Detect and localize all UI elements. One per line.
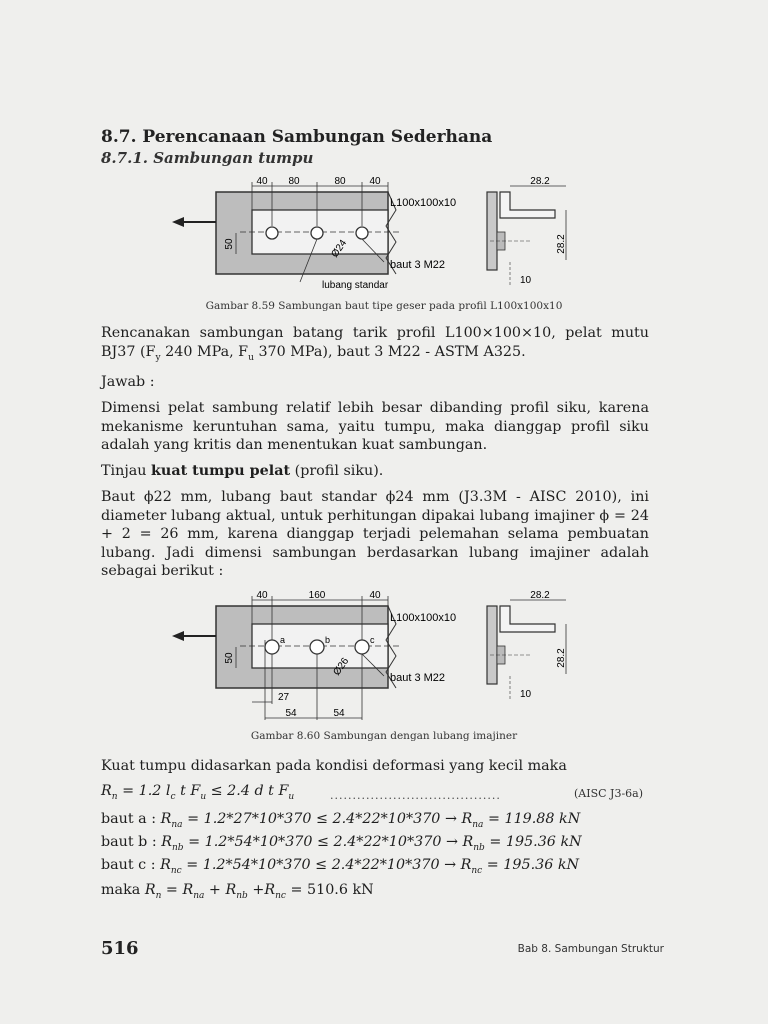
hole-diameter-label: Ø26 (331, 655, 352, 678)
profile-label: L100x100x10 (390, 197, 457, 209)
dim-label: 50 (224, 652, 235, 664)
bolt-hole-c (355, 640, 369, 654)
dim-label: 160 (308, 590, 326, 601)
dim-label: 40 (369, 176, 381, 187)
figure-1-caption: Gambar 8.59 Sambungan baut tipe geser pada profil L100x100x10 (205, 300, 563, 312)
subsection-heading: 8.7.1. Sambungan tumpu (101, 149, 314, 167)
hole-letter: c (370, 635, 375, 645)
dim-label: 50 (224, 238, 235, 250)
gusset-section (487, 192, 497, 270)
angle-section (500, 192, 555, 218)
figure-2-diagram (0, 585, 768, 725)
dim-label: 28.2 (556, 648, 567, 668)
bolt-hole-b (310, 640, 324, 654)
problem-statement: Rencanakan sambungan batang tarik profil L100×100×10, pelat mutu BJ37 ($F_y$ 240 MPa, $F_u$ 370 MPa), baut 3 M22 - ASTM A325. (101, 325, 649, 363)
bolt-b-calc: baut b : $R_{nb} = 1.2*54*10*370 \le 2.4*22*10*370 \to R_{nb} = 195.36$ kN (101, 834, 582, 853)
section-heading: 8.7. Perencanaan Sambungan Sederhana (101, 127, 493, 147)
dim-label: 28.2 (556, 234, 567, 254)
bolt-label: baut 3 M22 (390, 259, 446, 271)
dim-label: 28.2 (530, 176, 550, 187)
dim-label: 80 (288, 176, 300, 187)
bolt-a-calc: baut a : $R_{na} = 1.2*27*10*370 \le 2.4*22*10*370 \to R_{na} = 119.88$ kN (101, 811, 581, 830)
hole-diameter-label: Ø24 (329, 237, 350, 260)
hole-letter: a (280, 635, 286, 645)
paragraph-dimension: Dimensi pelat sambung relatif lebih besar dibanding profil siku, karena mekanisme keruntuhan sama, yaitu tumpu, maka dianggap profil siku adalah yang kritis dan menentukan kuat sambungan. (101, 400, 649, 453)
tension-arrow-left (172, 631, 184, 641)
bolt-hole (266, 227, 278, 239)
dim-label: 54 (333, 708, 345, 719)
hole-note: lubang standar (322, 280, 389, 291)
dim-label: 54 (285, 708, 297, 719)
total-strength: maka $R_n = R_{na} + R_{nb} +R_{nc} = 510.6$ kN (101, 882, 374, 901)
tension-arrow-left (172, 217, 184, 227)
paragraph-bolt-hole: Baut ϕ22 mm, lubang baut standar ϕ24 mm (J3.3M - AISC 2010), ini diameter lubang aktual, untuk perhitungan dipakai lubang imajiner ϕ = 24 + 2 = 26 mm, karena dianggap terjadi pelemahan selama pembuatan lubang. Jadi dimensi sambungan berdasarkan lubang imajiner adalah sebagai berikut : (101, 489, 649, 579)
paragraph-bearing: Kuat tumpu didasarkan pada kondisi deformasi yang kecil maka (101, 758, 567, 774)
bearing-formula: $R_n = 1.2$ $l_c$ t $F_u \le 2.4$ d t $F_u$ (101, 783, 295, 802)
dim-label: 10 (520, 689, 532, 700)
formula-reference: (AISC J3-6a) (574, 787, 644, 800)
figure-1-diagram (0, 172, 768, 292)
chapter-footer: Bab 8. Sambungan Struktur (517, 943, 664, 955)
gusset-section (487, 606, 497, 684)
figure-2-caption: Gambar 8.60 Sambungan dengan lubang imajiner (250, 730, 518, 742)
bolt-hole (311, 227, 323, 239)
bolt-label: baut 3 M22 (390, 672, 446, 684)
dim-label: 80 (334, 176, 346, 187)
answer-label: Jawab : (101, 374, 155, 390)
bolt-hole (356, 227, 368, 239)
hole-letter: b (325, 635, 331, 645)
dim-label: 27 (278, 692, 290, 703)
dim-label: 28.2 (530, 590, 550, 601)
dim-label: 10 (520, 275, 532, 286)
bolt-c-calc: baut c : $R_{nc} = 1.2*54*10*370 \le 2.4*22*10*370 \to R_{nc} = 195.36$ kN (101, 857, 580, 876)
paragraph-review: Tinjau kuat tumpu pelat (profil siku). (101, 463, 384, 479)
page-number: 516 (101, 938, 139, 959)
bolt-hole-a (265, 640, 279, 654)
dim-label: 40 (256, 176, 268, 187)
dim-label: 40 (256, 590, 268, 601)
dim-label: 40 (369, 590, 381, 601)
angle-section (500, 606, 555, 632)
formula-leader-dots: ...................................... (330, 789, 501, 802)
profile-label: L100x100x10 (390, 612, 457, 624)
